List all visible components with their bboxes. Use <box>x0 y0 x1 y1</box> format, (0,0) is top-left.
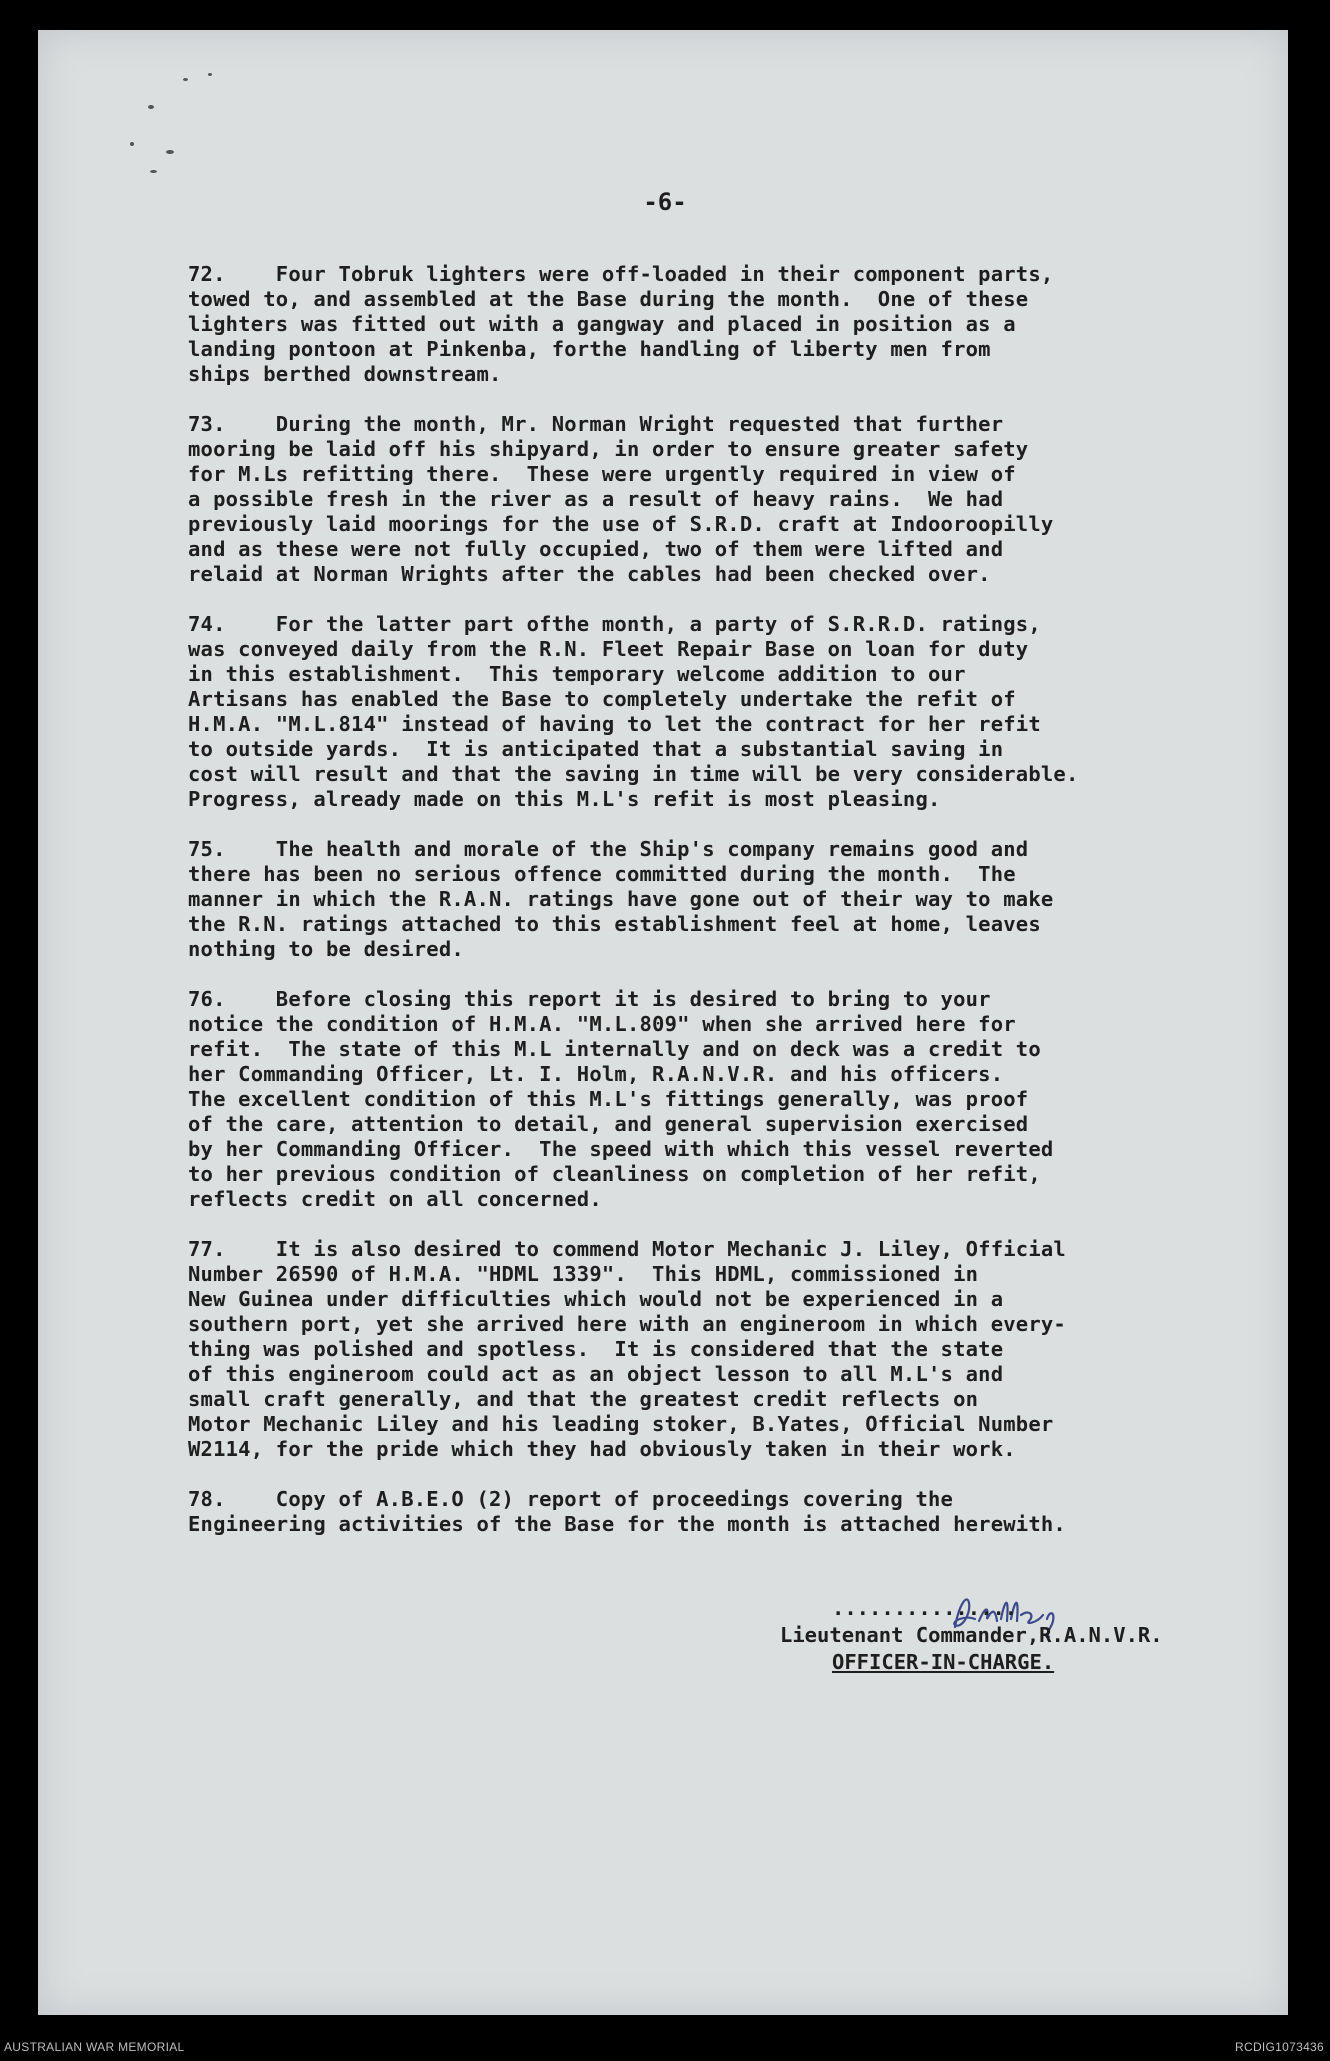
page-number: -6- <box>643 188 687 216</box>
signature-dots: ............... <box>832 1596 1018 1620</box>
paragraph-line: nothing to be desired. <box>188 937 464 961</box>
paragraph-74 <box>188 612 1278 812</box>
paragraph-line: and as these were not fully occupied, two of them were lifted and <box>188 537 1004 561</box>
paragraph-line: to her previous condition of cleanliness on completion of her refit, <box>188 1162 1041 1186</box>
paper-speck <box>130 142 134 146</box>
paragraph-line: Motor Mechanic Liley and his leading stoker, B.Yates, Official Number <box>188 1412 1054 1436</box>
paper-speck <box>148 105 154 109</box>
paragraph-line: towed to, and assembled at the Base during the month. One of these <box>188 287 1029 311</box>
paper-speck <box>183 78 188 81</box>
document-body <box>188 262 1278 1562</box>
paragraph-72 <box>188 262 1278 387</box>
paragraph-line: 74. For the latter part ofthe month, a party of S.R.R.D. ratings, <box>188 612 1041 636</box>
paragraph-line: 72. Four Tobruk lighters were off-loaded in their component parts, <box>188 262 1054 286</box>
paragraph-line: southern port, yet she arrived here with an engineroom in which every- <box>188 1312 1066 1336</box>
paragraph-line: to outside yards. It is anticipated that a substantial saving in <box>188 737 1004 761</box>
paragraph-line: a possible fresh in the river as a result of heavy rains. We had <box>188 487 1004 511</box>
paragraph-line: landing pontoon at Pinkenba, forthe handling of liberty men from <box>188 337 991 361</box>
paragraph-line: Engineering activities of the Base for the month is attached herewith. <box>188 1512 1066 1536</box>
archive-id: RCDIG1073436 <box>1235 2040 1324 2054</box>
paragraph-line: thing was polished and spotless. It is considered that the state <box>188 1337 1004 1361</box>
paragraph-line: the R.N. ratings attached to this establishment feel at home, leaves <box>188 912 1041 936</box>
paragraph-line: Artisans has enabled the Base to completely undertake the refit of <box>188 687 1016 711</box>
paragraph-line: relaid at Norman Wrights after the cables had been checked over. <box>188 562 991 586</box>
paragraph-75 <box>188 837 1278 962</box>
paragraph-line: 77. It is also desired to commend Motor Mechanic J. Liley, Official <box>188 1237 1066 1261</box>
paragraph-line: 76. Before closing this report it is desired to bring to your <box>188 987 991 1011</box>
paragraph-line: H.M.A. "M.L.814" instead of having to let the contract for her refit <box>188 712 1041 736</box>
paragraph-line: lighters was fitted out with a gangway and placed in position as a <box>188 312 1016 336</box>
paragraph-line: of this engineroom could act as an object lesson to all M.L's and <box>188 1362 1004 1386</box>
paragraph-line: notice the condition of H.M.A. "M.L.809" when she arrived here for <box>188 1012 1016 1036</box>
paper-speck <box>208 73 212 76</box>
paragraph-line: W2114, for the pride which they had obviously taken in their work. <box>188 1437 1016 1461</box>
paragraph-line: 78. Copy of A.B.E.O (2) report of proceedings covering the <box>188 1487 954 1511</box>
paragraph-line: Number 26590 of H.M.A. "HDML 1339". This HDML, commissioned in <box>188 1262 979 1286</box>
paragraph-line: reflects credit on all concerned. <box>188 1187 602 1211</box>
paper-speck <box>150 170 157 173</box>
paper-speck <box>166 150 174 154</box>
paragraph-line: of the care, attention to detail, and general supervision exercised <box>188 1112 1029 1136</box>
paragraph-77 <box>188 1237 1278 1462</box>
paragraph-line: by her Commanding Officer. The speed with which this vessel reverted <box>188 1137 1054 1161</box>
paragraph-line: The excellent condition of this M.L's fittings generally, was proof <box>188 1087 1029 1111</box>
paragraph-line: New Guinea under difficulties which would not be experienced in a <box>188 1287 1004 1311</box>
paragraph-line: small craft generally, and that the greatest credit reflects on <box>188 1387 979 1411</box>
paragraph-line: ships berthed downstream. <box>188 362 502 386</box>
paragraph-line: Progress, already made on this M.L's refit is most pleasing. <box>188 787 941 811</box>
paragraph-line: in this establishment. This temporary welcome addition to our <box>188 662 966 686</box>
paragraph-76 <box>188 987 1278 1212</box>
paragraph-line: for M.Ls refitting there. These were urgently required in view of <box>188 462 1016 486</box>
signature-block <box>780 1595 1260 1676</box>
signatory-rank: Lieutenant Commander,R.A.N.V.R. <box>780 1623 1163 1647</box>
paragraph-line: cost will result and that the saving in time will be very considerable. <box>188 762 1079 786</box>
paragraph-line: there has been no serious offence committed during the month. The <box>188 862 1016 886</box>
paragraph-line: her Commanding Officer, Lt. I. Holm, R.A.N.V.R. and his officers. <box>188 1062 1004 1086</box>
paragraph-line: 73. During the month, Mr. Norman Wright requested that further <box>188 412 1004 436</box>
paragraph-78 <box>188 1487 1278 1537</box>
paragraph-73 <box>188 412 1278 587</box>
signatory-office: OFFICER-IN-CHARGE. <box>832 1650 1055 1674</box>
paragraph-line: was conveyed daily from the R.N. Fleet Repair Base on loan for duty <box>188 637 1029 661</box>
paragraph-line: manner in which the R.A.N. ratings have gone out of their way to make <box>188 887 1054 911</box>
paragraph-line: mooring be laid off his shipyard, in order to ensure greater safety <box>188 437 1029 461</box>
paragraph-line: previously laid moorings for the use of S.R.D. craft at Indooroopilly <box>188 512 1054 536</box>
paragraph-line: 75. The health and morale of the Ship's company remains good and <box>188 837 1029 861</box>
archive-credit: AUSTRALIAN WAR MEMORIAL <box>4 2040 185 2054</box>
paragraph-line: refit. The state of this M.L internally and on deck was a credit to <box>188 1037 1041 1061</box>
